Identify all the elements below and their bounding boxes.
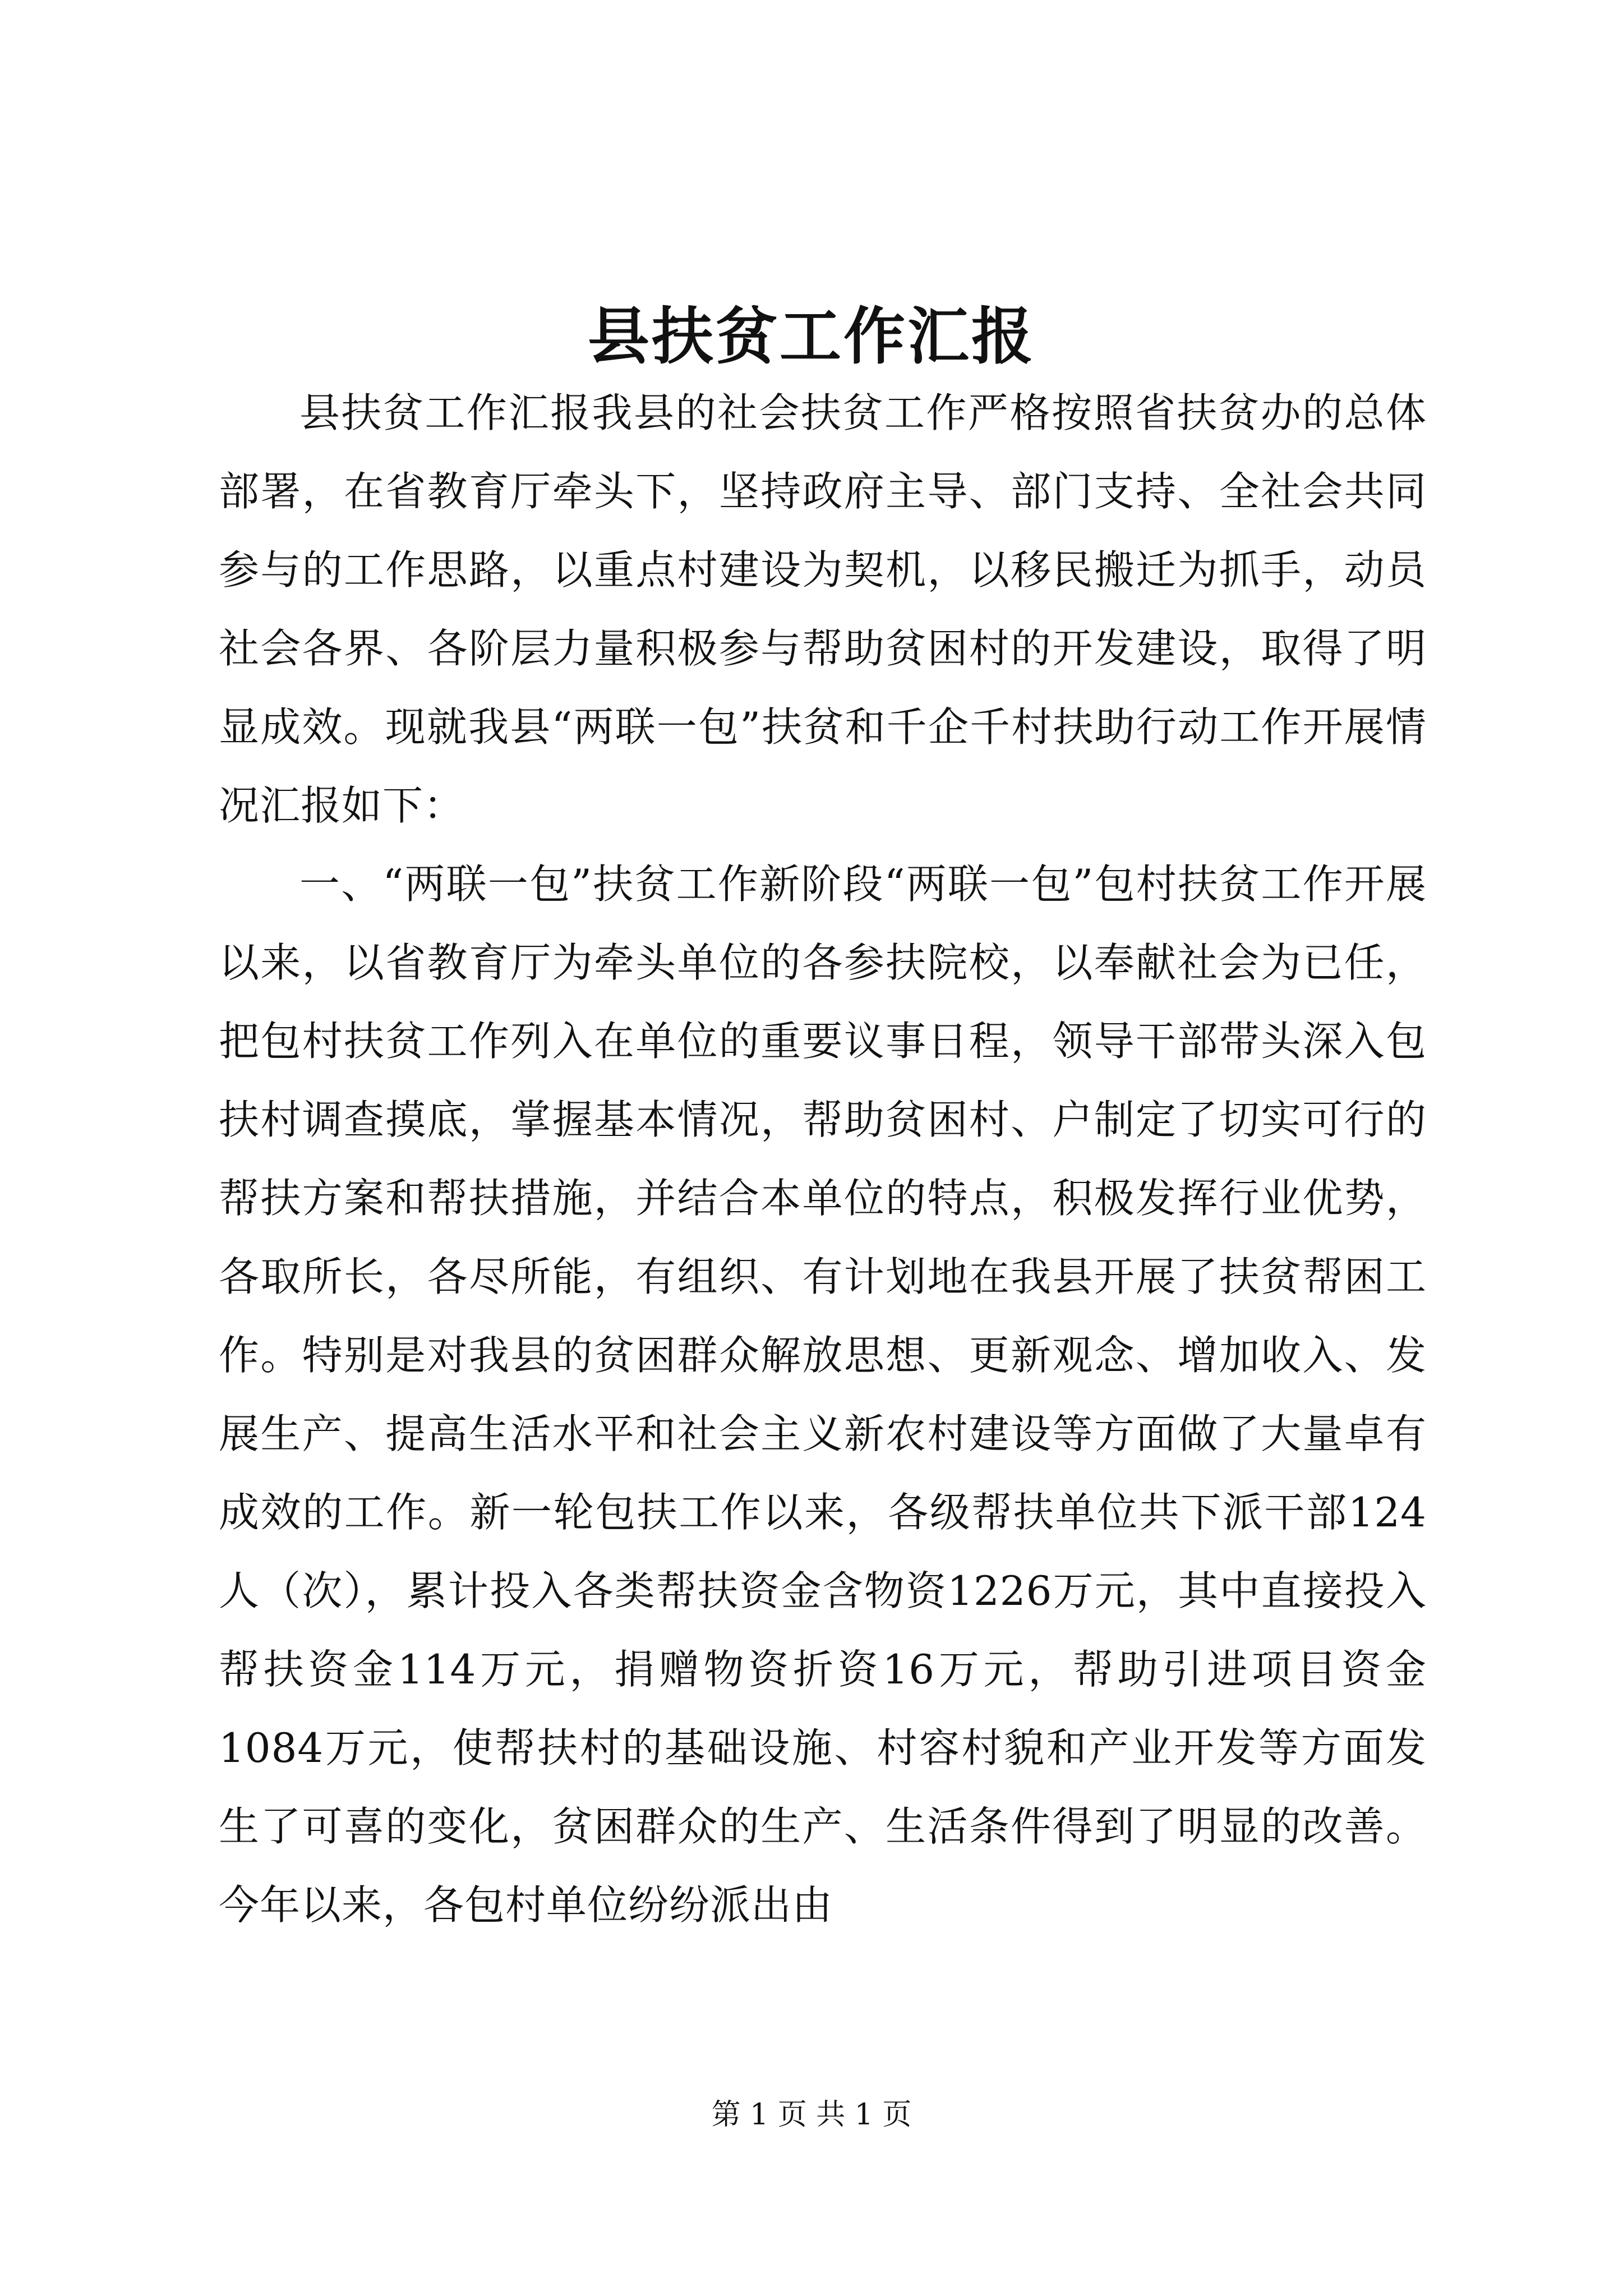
paragraph-section-one: 一、“两联一包”扶贫工作新阶段“两联一包”包村扶贫工作开展以来，以省教育厅为牵头单位的各参扶院校，以奉献社会为已任，把包村扶贫工作列入在单位的重要议事日程，领导干部带头深入包扶村调查摸底，掌握基本情况，帮助贫困村、户制定了切实可行的帮扶方案和帮扶措施，并结合本单位的特点，积极发挥行业优势，各取所长，各尽所能，有组织、有计划地在我县开展了扶贫帮困工作。特别是对我县的贫困群众解放思想、更新观念、增加收入、发展生产、提高生活水平和社会主义新农村建设等方面做了大量卓有成效的工作。新一轮包扶工作以来，各级帮扶单位共下派干部124人（次），累计投入各类帮扶资金含物资1226万元，其中直接投入帮扶资金114万元，捐赠物资折资16万元，帮助引进项目资金1084万元，使帮扶村的基础设施、村容村貌和产业开发等方面发生了可喜的变化，贫困群众的生产、生活条件得到了明显的改善。今年以来，各包村单位纷纷派出由	[219, 861, 1427, 1929]
document-title: 县扶贫工作汇报	[588, 300, 1035, 372]
page-footer: 第 1 页 共 1 页	[711, 2098, 912, 2132]
document-body	[219, 374, 1427, 1944]
paragraph-intro: 县扶贫工作汇报我县的社会扶贫工作严格按照省扶贫办的总体部署，在省教育厅牵头下，坚持政府主导、部门支持、全社会共同参与的工作思路，以重点村建设为契机，以移民搬迁为抓手，动员社会各界、各阶层力量积极参与帮助贫困村的开发建设，取得了明显成效。现就我县“两联一包”扶贫和千企千村扶助行动工作开展情况汇报如下：	[219, 389, 1427, 829]
